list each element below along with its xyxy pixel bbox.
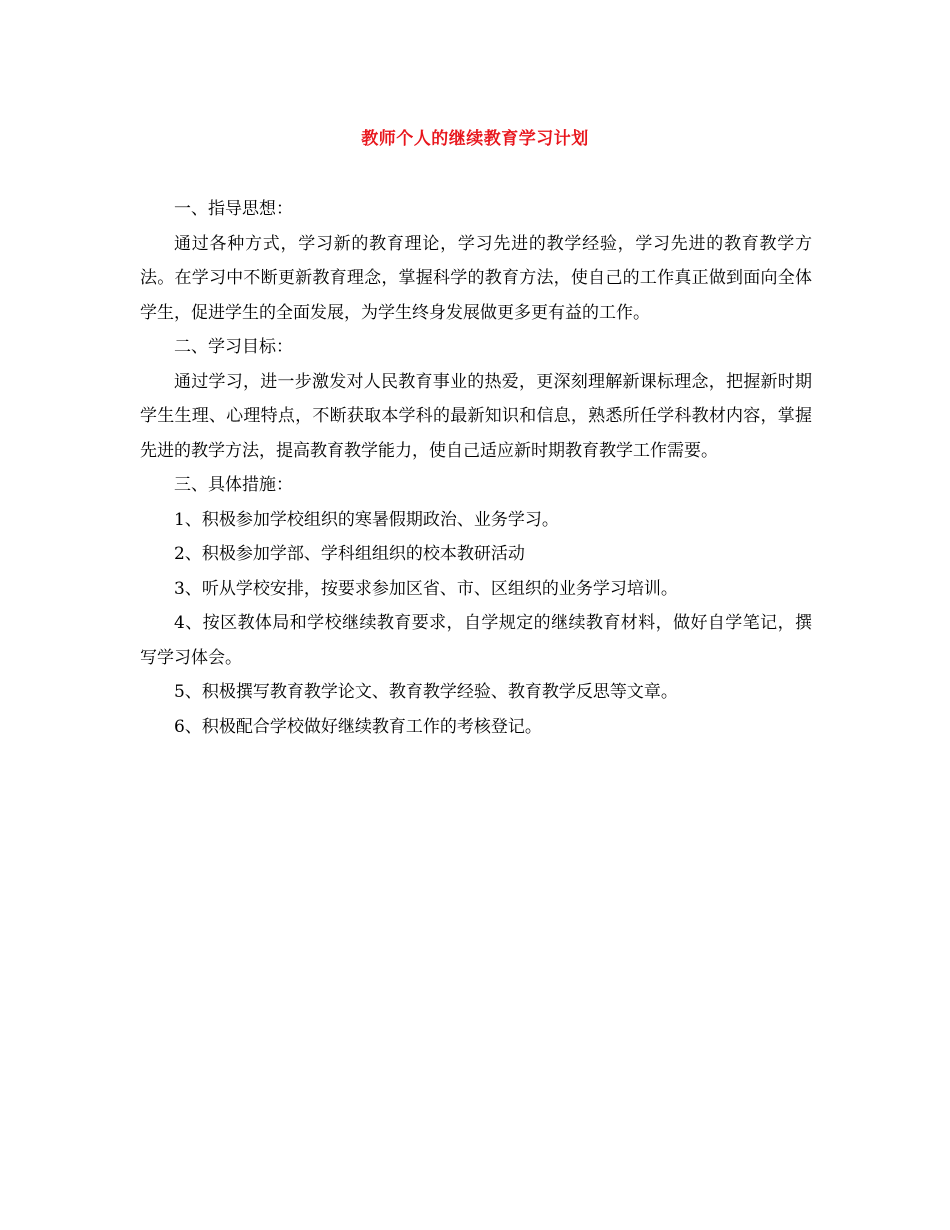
document-title: 教师个人的继续教育学习计划 [361, 129, 589, 149]
measure-item-1: 1、积极参加学校组织的寒暑假期政治、业务学习。 [174, 509, 559, 530]
measure-item-3: 3、听从学校安排，按要求参加区省、市、区组织的业务学习培训。 [174, 578, 678, 599]
paragraph-guiding-thought: 通过各种方式，学习新的教育理论，学习先进的教学经验，学习先进的教育教学方法。在学习中不断更新教育理念，掌握科学的教育方法，使自己的工作真正做到面向全体学生，促进学生的全面发展，为学生终身发展做更多更有益的工作。 [140, 233, 812, 323]
section-heading-learning-goals: 二、学习目标： [174, 337, 293, 357]
measure-item-2: 2、积极参加学部、学科组组织的校本教研活动 [174, 544, 525, 564]
measure-item-4: 4、按区教体局和学校继续教育要求，自学规定的继续教育材料，做好自学笔记，撰写学习体会。 [140, 613, 812, 668]
section-heading-guiding-thought: 一、指导思想： [174, 199, 293, 219]
measure-item-6: 6、积极配合学校做好继续教育工作的考核登记。 [174, 716, 542, 737]
document-body [140, 192, 812, 744]
section-heading-measures: 三、具体措施： [174, 475, 293, 495]
measure-item-5: 5、积极撰写教育教学论文、教育教学经验、教育教学反思等文章。 [174, 682, 678, 702]
paragraph-learning-goals: 通过学习，进一步激发对人民教育事业的热爱，更深刻理解新课标理念，把握新时期学生生理、心理特点，不断获取本学科的最新知识和信息，熟悉所任学科教材内容，掌握先进的教学方法，提高教育教学能力，使自己适应新时期教育教学工作需要。 [140, 371, 812, 461]
